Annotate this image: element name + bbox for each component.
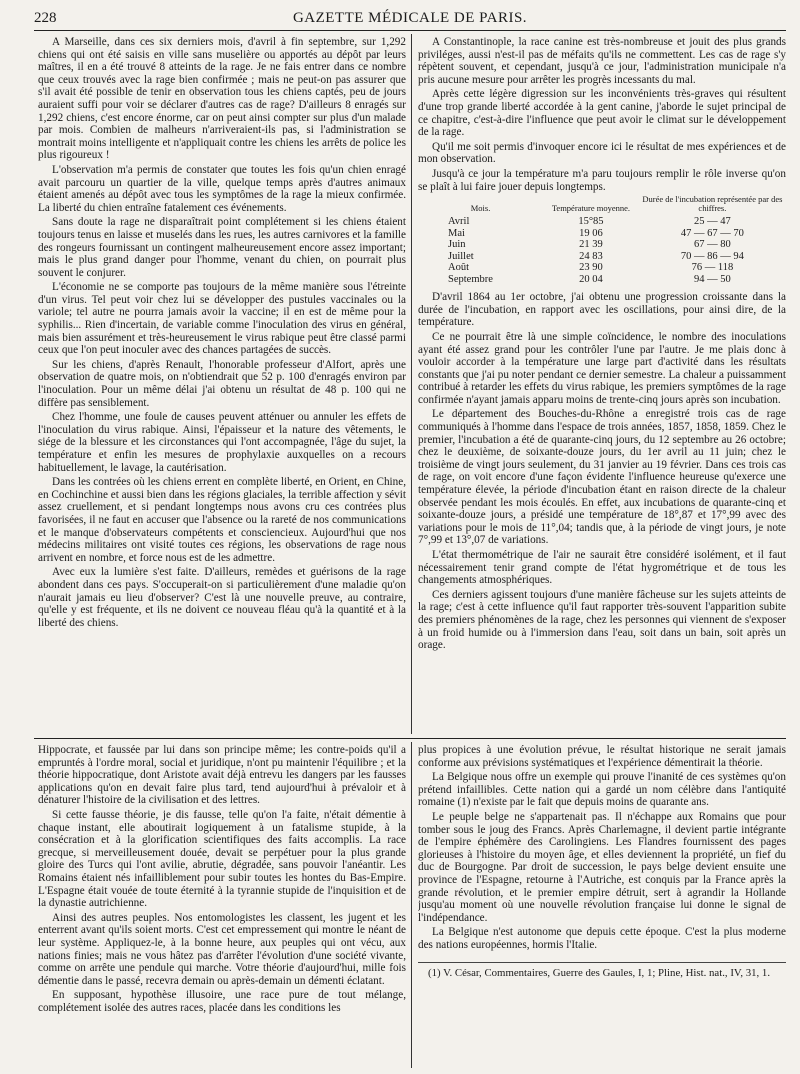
incubation-cell: 47 — 67 — 70 [680,227,744,239]
paragraph: Le département des Bouches-du-Rhône a enregistré trois cas de rage communiqués à l'homme dans l'espace de trois années, 1857, 1858, 1859. Chez le premier, l'incubation a été de quarante-cinq jours, du 12 septembre au 26 octobre; chez le deuxième, de soixante-douze jours, du 1er avril au 11 juin; chez le troisième de vingt jours seulement, du 31 janvier au 19 février. Dans ces trois cas de rage, on voit encore d'une façon évidente l'influence heureuse qu'exerce une température élevée, la période d'incubation étant en raison directe de la chaleur observée pendant les mois écoulés. En effet, aux incubations de quarante-cinq et soixante-douze jours, a présidé une température de 18°,87 et 17°,99 avec des variations pour le mois de 11°,04; tandis que, à la période de vingt jours, je note 7°,99 et 13°,07 de variations. [418,408,786,547]
column-header-month: Mois. [470,203,491,214]
paragraph: La Belgique n'est autonome que depuis cette époque. C'est la plus moderne des nations européennes, hormis l'Italie. [418,926,786,951]
article-column-right [418,36,786,736]
incubation-cell: 94 — 50 [694,273,731,285]
paragraph: Chez l'homme, une foule de causes peuvent atténuer ou annuler les effets de l'inoculation du virus rabique. Ainsi, l'épaisseur et la nature des vêtements, le siége de la blessure et les circonstances qui l'ont accompagnée, l'âge du sujet, la température et enfin les mesures de prophylaxie auxquelles on a recours habituellement, le lavage, la cautérisation. [38,411,406,474]
incubation-cell: 76 — 118 [691,262,734,274]
paragraph: L'observation m'a permis de constater que toutes les fois qu'un chien enragé avait parcouru un quartier de la ville, quelque temps après d'autres animaux étaient amenés au dépôt avec tous les symptômes de la rage la mieux confirmée. La liberté du chien entraîne fatalement ces événements. [38,163,406,214]
column-divider [411,34,412,734]
table-row [418,262,786,274]
paragraph: Hippocrate, et faussée par lui dans son principe même; les contre-poids qu'il a empruntés à l'ordre moral, social et juridique, n'ont pu maintenir l'équilibre ; et la théorie hippocratique, dont Aristote avait déjà entrevu les dangers par les fausses applications qu'on en devait faire plus tard, tend aujourd'hui à prévaloir et à dénaturer l'histoire de la civilisation et des lettres. [38,744,406,807]
article-column-left [38,36,406,736]
header-rule [34,30,786,31]
paragraph: L'économie ne se comporte pas toujours de la même manière sous l'étreinte d'un virus. Tel peut voir chez lui se développer des pustules vaccinales ou la variole; tel autre ne pourra jamais avoir la vaccine; il en est de même pour la syphilis... Rien d'incertain, de variable comme l'inoculation des virus en général, mais bien assurément et très-heureusement le virus rabique peut être classé parmi ceux que l'on peut inoculer avec des chances partagées de succès. [38,281,406,357]
footnote: (1) V. César, Commentaires, Guerre des Gaules, I, 1; Pline, Hist. nat., IV, 31, 1. [428,966,771,979]
table-row [418,251,786,263]
month-cell: Juin [448,239,466,251]
feuilleton-column-right [418,744,786,1066]
table-row [418,274,786,286]
incubation-cell: 70 — 86 — 94 [680,250,744,262]
paragraph: Ce ne pourrait être là une simple coïncidence, le nombre des inoculations ayant été assez grand pour les contrôler l'une par l'autre. Je me plais donc à vouloir accorder à la température une large part d'activité dans les résultats constants que j'ai pu noter pendant ce dernier semestre. La chaleur a puissamment contribué à retarder les effets du virus rabique, les premiers symptômes de la rage confirmée n'ayant jamais apparu moins de trente-cinq jours après son incubation. [418,330,786,406]
temperature-cell: 21 39 [579,239,603,251]
month-cell: Juillet [448,250,474,262]
page-header [34,8,786,30]
paragraph: Jusqu'à ce jour la température m'a paru toujours remplir le rôle inverse qu'on se plaît à lui faire jouer depuis longtemps. [418,167,786,193]
table-row [418,228,786,240]
temperature-cell: 20 04 [579,273,603,285]
incubation-cell: 25 — 47 [694,216,731,228]
paragraph: Qu'il me soit permis d'invoquer encore ici le résultat de mes expériences et de mon observation. [418,140,786,166]
paragraph: A Marseille, dans ces six derniers mois, d'avril à fin septembre, sur 1,292 chiens qui ont été saisis en ville sans muselière ou apportés au dépôt par leurs maîtres, il en a été trouvé 8 atteints de la rage. Je ne fais entrer dans ce nombre que ceux trouvés avec la rage bien confirmée ; mais ne peut-on pas assurer que s'il avait été possible de tenir en observation tous les chiens captés, peu de jours auraient suffi pour voir se déclarer d'autres cas de rage? D'ailleurs 8 enragés sur 1,292 chiens, c'est encore énorme, car on peut ainsi compter sur plus d'un malade par mois. Combien de malheurs n'arriveraient-ils pas, si l'administration se montrait moins intelligente et n'appliquait contre les chiens les arrêts de police les plus rigoureux ! [38,36,406,162]
running-title: GAZETTE MÉDICALE DE PARIS. [292,10,528,26]
month-cell: Avril [448,216,470,228]
incubation-cell: 67 — 80 [694,239,731,251]
paragraph: Sur les chiens, d'après Renault, l'honorable professeur d'Alfort, après une observation de quatre mois, on n'obtiendrait que 52 p. 100 d'enragés environ par l'inoculation. Pour un même délai j'ai obtenu un résultat de 48 p. 100 qui ne diffère pas sensiblement. [38,358,406,409]
temperature-cell: 24 83 [579,250,603,262]
page-number: 228 [34,10,57,26]
paragraph: plus propices à une évolution prévue, le résultat historique ne serait jamais conforme aux prévisions systématiques et l'expérience démentirait la théorie. [418,744,786,769]
temperature-incubation-table [418,195,786,285]
temperature-cell: 23 90 [579,262,603,274]
feuilleton-column-left [38,744,406,1066]
column-divider [411,742,412,1068]
paragraph: Avec eux la lumière s'est faite. D'ailleurs, remèdes et guérisons de la rage abondent dans ces pays. S'occuperait-on si particulièrement d'une maladie qu'on n'aurait jamais eu lieu d'observer? C'est là une nouvelle preuve, au contraire, qu'elle y est fréquente, et ils ne doivent ce nouveau fléau qu'à la quantité et à la liberté des chiens. [38,566,406,629]
temperature-cell: 15°85 [578,216,604,228]
paragraph: La Belgique nous offre un exemple qui prouve l'inanité de ces systèmes qu'on prétend infaillibles. Cette nation qui a gardé un nom célèbre dans l'antiquité romaine (1) n'existe par le fait que depuis moins de quarante ans. [418,771,786,809]
paragraph: Ainsi des autres peuples. Nos entomologistes les classent, les jugent et les enterrent avant qu'ils soient morts. C'est cet empressement qui montre le néant de leur système. Appliquez-le, à la bonne heure, aux peuples qui ont vécu, aux nations finies; mais ne vous hâtez pas d'arrêter l'évolution d'une société vivante, comme on arrête une pendule qui marche. Votre théorie d'aujourd'hui, mille fois démentie dans le passé, recevra demain ou après-demain un démenti éclatant. [38,911,406,987]
paragraph: L'état thermométrique de l'air ne saurait être considéré isolément, et il faut nécessairement tenir grand compte de l'état hygrométrique et de tous les changements atmosphériques. [418,549,786,587]
month-cell: Mai [448,227,465,239]
paragraph: En supposant, hypothèse illusoire, une race pure de tout mélange, complétement isolée des autres races, placée dans les conditions les [38,989,406,1014]
table-row [418,216,786,228]
paragraph: Sans doute la rage ne disparaîtrait point complétement si les chiens étaient toujours tenus en laisse et muselés dans les rues, les autres carnivores et la famille des rongeurs fournissant un contingent malheureusement encore assez important; mais le plus grand danger pour l'homme, venant du chien, on pourrait plus souvent le conjurer. [38,216,406,279]
column-header-temperature: Température moyenne. [551,203,631,214]
paragraph: Dans les contrées où les chiens errent en complète liberté, en Orient, en Chine, en Cochinchine et aussi bien dans les régions glaciales, la terrible affection y sévit assez cruellement, et si pendant longtemps nous avons cru ces contrées plus favorisées, il ne faut en accuser que l'absence ou la rareté de nos communications et le manque d'observateurs compétents et consciencieux. Aujourd'hui que nos médecins militaires ont visité toutes ces régions, les observations de rage nous arrivent en nombre, et force nous est de les admettre. [38,476,406,564]
paragraph: Le peuple belge ne s'appartenait pas. Il n'échappe aux Romains que pour tomber sous le joug des Francs. Après Charlemagne, il devient partie intégrante de l'empire éphémère des Carolingiens. Les Flandres fournissent des pages glorieuses à l'histoire du moyen âge, et elles deviennent la propriété, un fief du duc de Bourgogne. Par droit de succession, le pays belge devient ensuite une province de l'Espagne, retourne à l'Autriche, est conquis par la France après la grande révolution, et le premier empire détruit, sert à agrandir la Hollande jusqu'au moment où une nouvelle révolution française lui donne le signal de l'indépendance. [418,810,786,924]
paragraph: Si cette fausse théorie, je dis fausse, telle qu'on l'a faite, n'était démentie à chaque instant, elle aboutirait logiquement à un fatalisme stupide, à la consécration et à la glorification scientifiques des faits accomplis. La race grecque, si merveilleusement douée, devait se perpétuer pour la plus grande gloire des Turcs qui l'ont avilie, abrutie, dégradée, sans pouvoir l'anéantir. Les Romains étaient nés infailliblement pour subir toutes les hontes du Bas-Empire. L'Espagne était vouée de toute éternité à la tyrannie stupide de l'inquisition et de la dynastie autrichienne. [38,808,406,910]
column-header-incubation: Durée de l'incubation représentée par des chiffres. [642,194,783,214]
footnote-rule [418,962,786,963]
table-header-row [418,195,786,216]
month-cell: Août [448,262,469,274]
temperature-cell: 19 06 [579,227,603,239]
paragraph: A Constantinople, la race canine est très-nombreuse et jouit des plus grands priviléges, aussi n'est-il pas de méfaits qu'ils ne commettent. Les cas de rage s'y répètent souvent, et cependant, jusqu'à ce jour, l'administration municipale n'a pris aucune mesure pour arrêter les progrès incessants du mal. [418,36,786,86]
table-row [418,239,786,251]
paragraph: Après cette légère digression sur les inconvénients très-graves qui résultent d'une trop grande liberté accordée à la gent canine, j'aborde le sujet principal de ce chapitre, c'est-à-dire l'influence que peut avoir le climat sur le développement de la rage. [418,88,786,139]
paragraph: D'avril 1864 au 1er octobre, j'ai obtenu une progression croissante dans la durée de l'incubation, en rapport avec les oscillations, pour ainsi dire, de la température. [418,291,786,329]
paragraph: Ces derniers agissent toujours d'une manière fâcheuse sur les sujets atteints de la rage; c'est à cette influence qu'il faut rapporter très-souvent l'apparition subite des premiers phénomènes de la rage, chez les personnes qui viennent de s'exposer à un froid humide ou à l'immersion dans l'eau, soit dans un bain, soit après un orage. [418,588,786,652]
month-cell: Septembre [448,273,493,285]
section-divider [34,738,786,739]
